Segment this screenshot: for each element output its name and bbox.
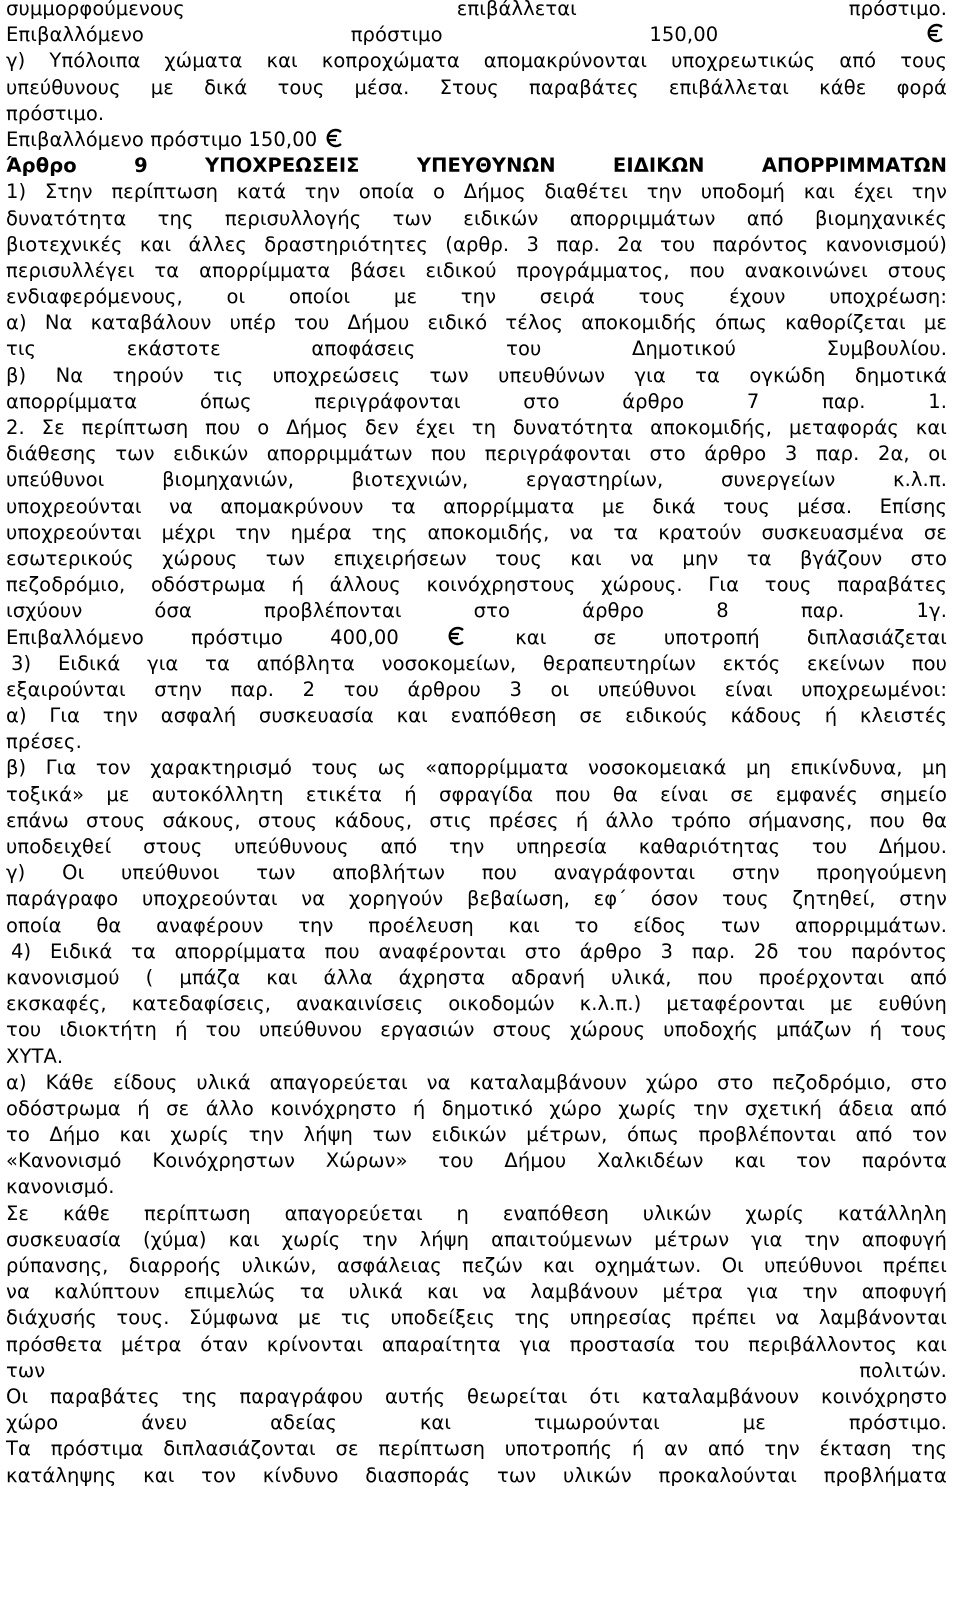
text-segment: β) Να τηρούν τις υποχρεώσεις των υπευθύνων για τα ογκώδη δημοτικά — [6, 363, 947, 387]
text-segment: Άρθρο 9 ΥΠΟΧΡΕΩΣΕΙΣ ΥΠΕΥΘΥΝΩΝ ΕΙΔΙΚΩΝ ΑΠΟΡΡΙΜΜΑΤΩΝ — [6, 154, 947, 178]
text-segment: χώρο άνευ αδείας και τιμωρούνται με πρόστιμο. — [6, 1411, 947, 1435]
text-segment: πρόστιμο. — [6, 101, 105, 125]
text-line — [6, 22, 947, 48]
text-line — [6, 1463, 947, 1489]
text-line — [6, 703, 947, 729]
text-segment: ρύπανσης, διαρροής υλικών, ασφάλειας πεζών και οχημάτων. Οι υπεύθυνοι πρέπει — [6, 1254, 947, 1277]
text-line — [6, 808, 947, 834]
text-line — [6, 1227, 947, 1253]
text-line: Επιβαλλόμενο πρόστιμο 400,00 και σε υποτροπή διπλασιάζεται — [6, 625, 947, 649]
euro-icon — [925, 22, 947, 44]
text-line — [6, 1253, 947, 1279]
text-line — [6, 755, 947, 781]
text-line — [6, 1017, 947, 1043]
text-segment: κατάληψης και τον κίνδυνο διασποράς των υλικών προκαλούνται προβλήματα — [6, 1463, 947, 1487]
text-segment: περισυλλέγει τα απορρίμματα βάσει ειδικού προγράμματος, που ανακοινώνει στους — [6, 258, 947, 282]
text-segment: κανονισμό. — [6, 1175, 115, 1199]
text-segment: του ιδιοκτήτη ή του υπεύθυνου εργασιών στους χώρους υποδοχής μπάζων ή τους — [6, 1018, 947, 1042]
text-line — [6, 834, 947, 860]
text-segment: τοξικά» με αυτοκόλλητη ετικέτα ή σφραγίδα που θα είναι σε εμφανές σημείο — [6, 782, 947, 806]
text-segment: βιοτεχνικές και άλλες δραστηριότητες (αρθρ. 3 παρ. 2α του παρόντος κανονισμού) — [6, 232, 947, 256]
text-segment: α) Να καταβάλουν υπέρ του Δήμου ειδικό τέλος αποκομιδής όπως καθορίζεται με — [6, 311, 947, 335]
text-line — [6, 991, 947, 1017]
text-line — [6, 1384, 947, 1410]
text-segment: πεζοδρόμιο, οδόστρωμα ή άλλους κοινόχρηστους χώρους. Για τους παραβάτες — [6, 573, 947, 597]
text-segment: Τα πρόστιμα διπλασιάζονται σε περίπτωση υποτροπής ή αν από την έκταση της — [6, 1437, 947, 1461]
text-line — [6, 467, 947, 493]
text-segment: 3) Ειδικά για τα απόβλητα νοσοκομείων, θεραπευτηρίων εκτός εκείνων που — [11, 651, 947, 675]
text-line — [6, 1174, 947, 1200]
text-line — [6, 651, 947, 677]
text-segment: ΧΥΤΑ. — [6, 1044, 64, 1068]
text-segment: γ) Οι υπεύθυνοι των αποβλήτων που αναγράφονται στην προηγούμενη — [6, 861, 947, 885]
text-segment: Επιβαλλόμενο πρόστιμο 150,00 — [6, 127, 318, 151]
text-line — [6, 232, 947, 258]
text-segment: υποδειχθεί στους υπεύθυνους από την υπηρεσία καθαριότητας του Δήμου. — [6, 835, 947, 858]
text-segment: παράγραφο υποχρεούνται να χορηγούν βεβαίωση, εφ΄ όσον τους ζητηθεί, στην — [6, 887, 947, 911]
text-segment: το Δήμο και χωρίς την λήψη των ειδικών μέτρων, όπως προβλέπονται από τον — [6, 1123, 947, 1147]
text-line — [6, 389, 947, 415]
text-segment: οδόστρωμα ή σε άλλο κοινόχρηστο ή δημοτικό χώρο χωρίς την σχετική άδεια από — [6, 1096, 947, 1120]
text-segment: Σε κάθε περίπτωση απαγορεύεται η εναπόθεση υλικών χωρίς κατάλληλη — [6, 1201, 947, 1225]
text-segment: β) Για τον χαρακτηρισμό τους ως «απορρίμματα νοσοκομειακά μη επικίνδυνα, μη — [6, 756, 947, 780]
text-line — [6, 127, 947, 153]
text-line — [6, 1096, 947, 1122]
text-line — [6, 572, 947, 598]
text-segment: υποχρεούνται να απομακρύνουν τα απορρίμματα με δικά τους μέσα. Επίσης — [6, 494, 947, 518]
text-line — [6, 1332, 947, 1358]
text-line — [6, 1436, 947, 1462]
text-segment: ισχύουν όσα προβλέπονται στο άρθρο 8 παρ. 1γ. — [6, 599, 947, 623]
text-segment: υπεύθυνοι βιομηχανιών, βιοτεχνιών, εργαστηρίων, συνεργείων κ.λ.π. — [6, 468, 947, 492]
text-segment: 2. Σε περίπτωση που ο Δήμος δεν έχει τη δυνατότητα αποκομιδής, μεταφοράς και — [6, 416, 947, 439]
text-line — [6, 336, 947, 362]
text-line — [6, 1070, 947, 1096]
text-segment: εξαιρούνται στην παρ. 2 του άρθρου 3 οι υπεύθυνοι είναι υποχρεωμένοι: — [6, 677, 947, 701]
text-line — [6, 677, 947, 703]
text-line — [6, 101, 947, 127]
text-line — [6, 48, 947, 74]
text-line — [6, 546, 947, 572]
text-segment: τις εκάστοτε αποφάσεις του Δημοτικού Συμβουλίου. — [6, 337, 947, 361]
text-line — [6, 782, 947, 808]
text-segment: α) Κάθε είδους υλικά απαγορεύεται να καταλαμβάνουν χώρο στο πεζοδρόμιο, στο — [6, 1070, 947, 1094]
text-segment: 1) Στην περίπτωση κατά την οποία ο Δήμος διαθέτει την υποδομή και έχει την — [6, 180, 947, 204]
text-line — [6, 310, 947, 336]
text-line — [6, 441, 947, 467]
text-line — [6, 598, 947, 624]
euro-icon — [324, 127, 346, 149]
text-line — [6, 729, 947, 755]
text-segment: εκσκαφές, κατεδαφίσεις, ανακαινίσεις οικοδομών κ.λ.π.) μεταφέρονται με ευθύνη — [6, 992, 947, 1016]
text-segment: των πολιτών. — [6, 1358, 947, 1382]
text-line — [6, 1358, 947, 1384]
text-segment: επάνω στους σάκους, στους κάδους, στις πρέσες ή άλλο τρόπο σήμανσης, που θα — [6, 808, 947, 832]
text-segment: Οι παραβάτες της παραγράφου αυτής θεωρείται ότι καταλαμβάνουν κοινόχρηστο — [6, 1384, 947, 1408]
text-line — [6, 415, 947, 441]
text-segment: Επιβαλλόμενο πρόστιμο 150,00 — [6, 23, 719, 47]
text-segment: πρόσθετα μέτρα όταν κρίνονται απαραίτητα για προστασία του περιβάλλοντος και — [6, 1332, 947, 1356]
text-line — [6, 494, 947, 520]
text-segment: συσκευασία (χύμα) και χωρίς την λήψη απαιτούμενων μέτρων για την αποφυγή — [6, 1227, 947, 1251]
text-segment: κανονισμού ( μπάζα και άλλα άχρηστα αδρανή υλικά, που προέρχονται από — [6, 965, 947, 989]
text-line — [6, 1044, 947, 1070]
text-line — [6, 886, 947, 912]
text-segment: Επιβαλλόμενο πρόστιμο 400,00 — [6, 625, 447, 649]
text-line — [6, 75, 947, 101]
text-line — [6, 1410, 947, 1436]
text-line — [6, 939, 947, 965]
article-heading — [6, 153, 947, 179]
text-segment: «Κανονισμό Κοινόχρηστων Χώρων» του Δήμου Χαλκιδέων και τον παρόντα — [6, 1149, 947, 1173]
text-segment: να καλύπτουν επιμελώς τα υλικά και να λαμβάνουν μέτρα για την αποφυγή — [6, 1280, 947, 1304]
text-line — [6, 0, 947, 22]
text-line — [6, 179, 947, 205]
euro-icon — [446, 625, 468, 647]
text-segment: δυνατότητα της περισυλλογής των ειδικών απορριμμάτων από βιομηχανικές — [6, 206, 947, 230]
text-line — [6, 965, 947, 991]
text-segment: υποχρεούνται μέχρι την ημέρα της αποκομιδής, να τα κρατούν συσκευασμένα σε — [6, 520, 947, 544]
text-line — [6, 1279, 947, 1305]
text-line — [6, 1305, 947, 1331]
text-segment: διάχυσής τους. Σύμφωνα με τις υποδείξεις της υπηρεσίας πρέπει να λαμβάνονται — [6, 1306, 947, 1330]
text-segment: α) Για την ασφαλή συσκευασία και εναπόθεση σε ειδικούς κάδους ή κλειστές — [6, 704, 947, 728]
text-line — [6, 860, 947, 886]
text-segment: οποία θα αναφέρουν την προέλευση και το είδος των απορριμμάτων. — [6, 913, 947, 937]
text-line — [6, 1122, 947, 1148]
text-segment: εσωτερικούς χώρους των επιχειρήσεων τους και να μην τα βγάζουν στο — [6, 546, 947, 570]
text-segment: ενδιαφερόμενους, οι οποίοι με την σειρά τους έχουν υποχρέωση: — [6, 285, 947, 309]
text-segment: συμμορφούμενους επιβάλλεται πρόστιμο. — [6, 0, 947, 20]
text-line — [6, 258, 947, 284]
text-line — [6, 520, 947, 546]
text-line — [6, 1148, 947, 1174]
text-segment: διάθεσης των ειδικών απορριμμάτων που περιγράφονται στο άρθρο 3 παρ. 2α, οι — [6, 442, 947, 466]
text-segment: υπεύθυνους με δικά τους μέσα. Στους παραβάτες επιβάλλεται κάθε φορά — [6, 75, 947, 99]
text-line — [6, 913, 947, 939]
text-segment: πρέσες. — [6, 730, 82, 754]
text-segment: απορρίμματα όπως περιγράφονται στο άρθρο 7 παρ. 1. — [6, 389, 947, 413]
text-line — [6, 206, 947, 232]
text-segment: γ) Υπόλοιπα χώματα και κοπροχώματα απομακρύνονται υποχρεωτικώς από τους — [6, 49, 947, 73]
text-line — [6, 1201, 947, 1227]
text-segment: 4) Ειδικά τα απορρίμματα που αναφέρονται στο άρθρο 3 παρ. 2δ του παρόντος — [11, 939, 947, 963]
text-line — [6, 284, 947, 310]
text-line — [6, 363, 947, 389]
